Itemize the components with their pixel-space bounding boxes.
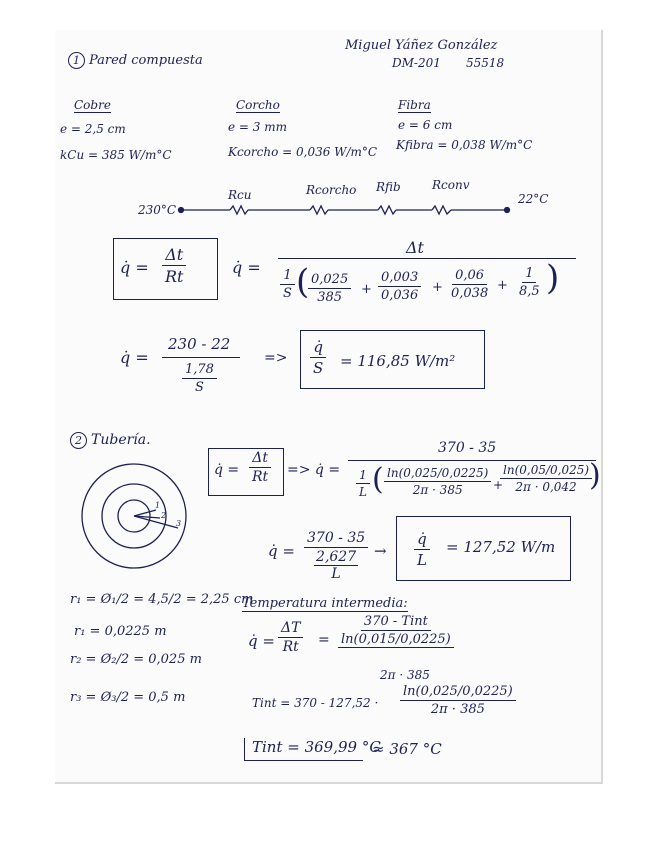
- material-thickness-fibra: e = 6 cm: [398, 118, 453, 132]
- inter-frac2: [338, 614, 454, 648]
- circuit-temp-left: 230°C: [138, 203, 177, 217]
- tint-fraction-num: ln(0,025/0,0225): [400, 684, 516, 701]
- sec2-boxed-den: Rt: [252, 469, 269, 485]
- inter-frac2-den: ln(0,015/0,0225): [338, 631, 454, 648]
- eq1-term1-den: 385: [317, 290, 343, 305]
- eq1-open-paren: (: [296, 262, 310, 302]
- sec2-boxed-lhs: q̇ =: [214, 462, 240, 478]
- sec2-result-fraction: [414, 530, 430, 569]
- sec2-result-den: L: [417, 551, 427, 569]
- circuit-temp-right: 22°C: [518, 192, 549, 206]
- sec2-ln2-den: 2π · 0,042: [515, 480, 577, 494]
- material-thickness-cobre: e = 2,5 cm: [60, 122, 126, 136]
- eq1-term1-num: 0,025: [308, 272, 351, 289]
- material-name-corcho: Corcho: [236, 98, 280, 112]
- eq1-plus-2: +: [432, 280, 443, 295]
- material-conductivity-corcho: Kcorcho = 0,036 W/m°C: [228, 145, 378, 159]
- tint-expression: Tint = 370 - 127,52 ·: [252, 696, 379, 710]
- sec2-result-num: q̇: [414, 530, 430, 550]
- eq2-result-den: S: [313, 359, 324, 377]
- eq2-lhs: q̇ =: [120, 348, 149, 367]
- inter-frac1-den: Rt: [282, 639, 299, 655]
- material-name-cobre: Cobre: [74, 98, 111, 112]
- sec2-implies: => q̇ =: [287, 462, 341, 478]
- sec2-lhs2: q̇ =: [268, 542, 295, 560]
- group-code: DM-201: [392, 56, 441, 70]
- sec2-num: 370 - 35: [438, 440, 497, 456]
- sec2-open-paren: (: [372, 462, 384, 497]
- sec2-fraction2: [304, 530, 368, 582]
- eq1-boxed-num: Δt: [162, 245, 186, 266]
- eq1-den-prefix-den: S: [283, 286, 292, 301]
- eq1-close-paren: ): [546, 258, 560, 298]
- inter-frac1: [278, 620, 303, 655]
- resistor-label-rfib: Rfib: [376, 180, 401, 194]
- sec2-boxed-num: Δt: [249, 450, 271, 468]
- section1-number: 1: [68, 52, 85, 69]
- eq1-term4-den: 8,5: [519, 284, 540, 299]
- inter-frac1-num: ΔT: [278, 620, 303, 638]
- eq1-term2-num: 0,003: [378, 270, 421, 287]
- sec2-den2-bot: L: [331, 566, 341, 582]
- eq2-inner-den: S: [195, 380, 204, 395]
- inter-equals: =: [318, 632, 330, 648]
- sec2-close-paren: ): [589, 458, 601, 493]
- eq1-term4-num: 1: [522, 266, 536, 283]
- radius-r2: r₂ = Ø₂/2 = 0,025 m: [70, 652, 202, 667]
- final-tint: Tint = 369,99 °C: [252, 738, 381, 756]
- eq2-result-num: q̇: [310, 338, 326, 358]
- radius-label-1: 1: [155, 501, 161, 510]
- student-id: 55518: [466, 56, 505, 70]
- sec2-prefix-den: L: [359, 485, 367, 499]
- eq1-boxed-den: Rt: [165, 267, 184, 286]
- section2-number: 2: [70, 432, 87, 449]
- radius-r1-meters: r₁ = 0,0225 m: [74, 624, 167, 639]
- sec2-result-value: = 127,52 W/m: [446, 538, 556, 556]
- eq1-boxed-lhs: q̇ =: [120, 258, 149, 277]
- eq1-plus-1: +: [361, 282, 372, 297]
- tint-fraction: [400, 684, 516, 717]
- inter-lhs: q̇ =: [248, 632, 275, 650]
- radius-r1: r₁ = Ø₁/2 = 4,5/2 = 2,25 cm: [70, 592, 254, 607]
- intermediate-temp-title: Temperatura intermedia:: [242, 596, 408, 611]
- sec2-num2: 370 - 35: [304, 530, 368, 548]
- eq2-num: 230 - 22: [168, 335, 231, 353]
- material-conductivity-fibra: Kfibra = 0,038 W/m°C: [396, 138, 533, 152]
- eq1-den-prefix-num: 1: [280, 268, 294, 285]
- section1-title: Pared compuesta: [89, 53, 203, 68]
- eq1-term3-den: 0,038: [451, 286, 489, 301]
- material-name-fibra: Fibra: [398, 98, 431, 112]
- tint-fraction-den: 2π · 385: [430, 702, 485, 717]
- resistor-label-rconv: Rconv: [432, 178, 470, 192]
- eq1-term3-num: 0,06: [452, 268, 487, 285]
- sec2-plus: +: [493, 478, 504, 492]
- material-conductivity-cobre: kCu = 385 W/m°C: [60, 148, 172, 162]
- eq1-rhs-lhs: q̇ =: [232, 258, 261, 277]
- eq2-result-value: = 116,85 W/m²: [340, 352, 456, 370]
- sec2-ln1-den: 2π · 385: [412, 483, 463, 497]
- eq1-rhs-num: Δt: [406, 238, 424, 257]
- sec2-arrow: →: [374, 542, 387, 560]
- radius-r3: r₃ = Ø₃/2 = 0,5 m: [70, 690, 186, 705]
- eq2-arrow: =>: [264, 350, 288, 366]
- eq1-plus-3: +: [497, 278, 508, 293]
- sec2-den2: [311, 548, 361, 582]
- sec2-den2-top: 2,627: [316, 549, 357, 565]
- material-thickness-corcho: e = 3 mm: [228, 120, 287, 134]
- sec2-prefix-num: 1: [356, 468, 370, 484]
- sec2-ln1-num: ln(0,025/0,0225): [384, 466, 491, 482]
- section2-title: Tubería.: [91, 432, 151, 448]
- radius-label-3: 3: [176, 519, 182, 528]
- inter-frac2-den-bottom: 2π · 385: [380, 668, 430, 682]
- eq2-inner-num: 1,78: [182, 362, 217, 379]
- radius-label-2: 2: [161, 511, 167, 520]
- eq1-term2-den: 0,036: [381, 288, 419, 303]
- inter-frac2-num: 370 - Tint: [361, 614, 431, 631]
- sec2-ln2-num: ln(0,05/0,025): [500, 463, 592, 479]
- resistor-label-rcorcho: Rcorcho: [306, 183, 357, 197]
- author-name: Miguel Yáñez González: [345, 38, 498, 53]
- final-approx: ≈ 367 °C: [372, 740, 442, 758]
- resistor-label-rcu: Rcu: [228, 188, 252, 202]
